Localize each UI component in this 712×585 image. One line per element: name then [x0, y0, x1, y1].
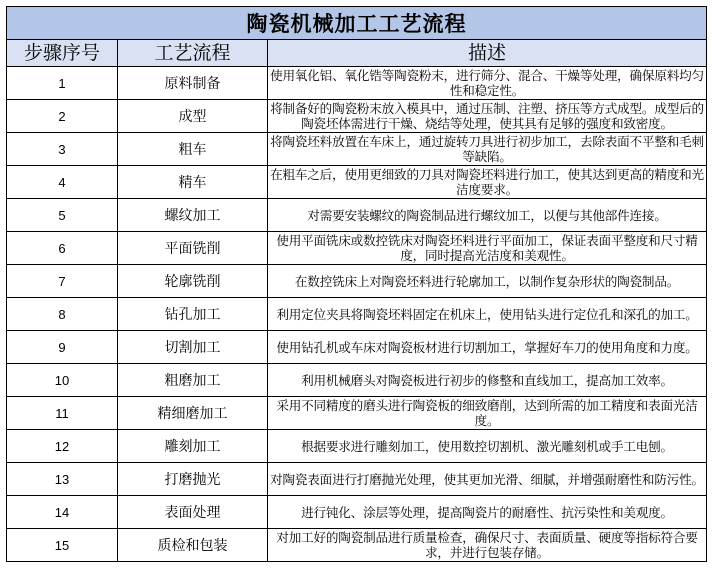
description-cell[interactable]: 使用平面铣床或数控铣床对陶瓷坯料进行平面加工，保证表面平整度和尺寸精度，同时提高光洁度和美观性。 — [268, 232, 707, 265]
step-number-cell[interactable]: 14 — [7, 496, 118, 529]
process-table — [6, 6, 707, 562]
step-number-cell[interactable]: 13 — [7, 463, 118, 496]
table-row — [7, 199, 707, 232]
description-cell[interactable]: 对陶瓷表面进行打磨抛光处理，使其更加光滑、细腻，并增强耐磨性和防污性。 — [268, 463, 707, 496]
table-row — [7, 67, 707, 100]
process-name-cell[interactable]: 精细磨加工 — [118, 397, 268, 430]
header-description[interactable]: 描述 — [268, 40, 707, 67]
description-cell[interactable]: 将陶瓷坯料放置在车床上，通过旋转刀具进行初步加工，去除表面不平整和毛刺等缺陷。 — [268, 133, 707, 166]
table-row — [7, 166, 707, 199]
description-cell[interactable]: 进行钝化、涂层等处理，提高陶瓷片的耐磨性、抗污染性和美观度。 — [268, 496, 707, 529]
table-row — [7, 397, 707, 430]
table-row — [7, 430, 707, 463]
table-row — [7, 496, 707, 529]
process-name-cell[interactable]: 质检和包装 — [118, 529, 268, 562]
process-name-cell[interactable]: 精车 — [118, 166, 268, 199]
step-number-cell[interactable]: 1 — [7, 67, 118, 100]
step-number-cell[interactable]: 12 — [7, 430, 118, 463]
process-name-cell[interactable]: 粗车 — [118, 133, 268, 166]
description-cell[interactable]: 在数控铣床上对陶瓷坯料进行轮廓加工，以制作复杂形状的陶瓷制品。 — [268, 265, 707, 298]
step-number-cell[interactable]: 7 — [7, 265, 118, 298]
table-row — [7, 265, 707, 298]
table-row — [7, 133, 707, 166]
step-number-cell[interactable]: 11 — [7, 397, 118, 430]
description-cell[interactable]: 在粗车之后，使用更细致的刀具对陶瓷坯料进行加工，使其达到更高的精度和光洁度要求。 — [268, 166, 707, 199]
process-name-cell[interactable]: 雕刻加工 — [118, 430, 268, 463]
process-name-cell[interactable]: 平面铣削 — [118, 232, 268, 265]
table-row — [7, 364, 707, 397]
table-row — [7, 529, 707, 562]
description-cell[interactable]: 采用不同精度的磨头进行陶瓷板的细致磨削，达到所需的加工精度和表面光洁度。 — [268, 397, 707, 430]
description-cell[interactable]: 使用氧化铝、氧化锆等陶瓷粉末，进行筛分、混合、干燥等处理，确保原料均匀性和稳定性。 — [268, 67, 707, 100]
table-row — [7, 298, 707, 331]
description-cell[interactable]: 对需要安装螺纹的陶瓷制品进行螺纹加工，以便与其他部件连接。 — [268, 199, 707, 232]
process-name-cell[interactable]: 螺纹加工 — [118, 199, 268, 232]
table-body — [7, 67, 707, 562]
header-process[interactable]: 工艺流程 — [118, 40, 268, 67]
description-cell[interactable]: 将制备好的陶瓷粉末放入模具中，通过压制、注塑、挤压等方式成型。成型后的陶瓷坯体需进行干燥、烧结等处理，使其具有足够的强度和致密度。 — [268, 100, 707, 133]
description-cell[interactable]: 利用定位夹具将陶瓷坯料固定在机床上，使用钻头进行定位孔和深孔的加工。 — [268, 298, 707, 331]
step-number-cell[interactable]: 8 — [7, 298, 118, 331]
step-number-cell[interactable]: 2 — [7, 100, 118, 133]
table-title[interactable]: 陶瓷机械加工工艺流程 — [7, 7, 707, 40]
process-name-cell[interactable]: 原料制备 — [118, 67, 268, 100]
process-name-cell[interactable]: 轮廓铣削 — [118, 265, 268, 298]
description-cell[interactable]: 利用机械磨头对陶瓷板进行初步的修整和直线加工，提高加工效率。 — [268, 364, 707, 397]
step-number-cell[interactable]: 3 — [7, 133, 118, 166]
step-number-cell[interactable]: 6 — [7, 232, 118, 265]
step-number-cell[interactable]: 5 — [7, 199, 118, 232]
process-name-cell[interactable]: 钻孔加工 — [118, 298, 268, 331]
process-name-cell[interactable]: 打磨抛光 — [118, 463, 268, 496]
process-name-cell[interactable]: 成型 — [118, 100, 268, 133]
table-row — [7, 331, 707, 364]
description-cell[interactable]: 根据要求进行雕刻加工，使用数控切割机、激光雕刻机或手工电刨。 — [268, 430, 707, 463]
description-cell[interactable]: 使用钻孔机或车床对陶瓷板材进行切割加工，掌握好车刀的使用角度和力度。 — [268, 331, 707, 364]
process-name-cell[interactable]: 切割加工 — [118, 331, 268, 364]
table-row — [7, 463, 707, 496]
process-name-cell[interactable]: 粗磨加工 — [118, 364, 268, 397]
process-name-cell[interactable]: 表面处理 — [118, 496, 268, 529]
description-cell[interactable]: 对加工好的陶瓷制品进行质量检查，确保尺寸、表面质量、硬度等指标符合要求，并进行包装存储。 — [268, 529, 707, 562]
step-number-cell[interactable]: 4 — [7, 166, 118, 199]
step-number-cell[interactable]: 10 — [7, 364, 118, 397]
step-number-cell[interactable]: 15 — [7, 529, 118, 562]
table-row — [7, 100, 707, 133]
step-number-cell[interactable]: 9 — [7, 331, 118, 364]
table-row — [7, 232, 707, 265]
header-step-number[interactable]: 步骤序号 — [7, 40, 118, 67]
